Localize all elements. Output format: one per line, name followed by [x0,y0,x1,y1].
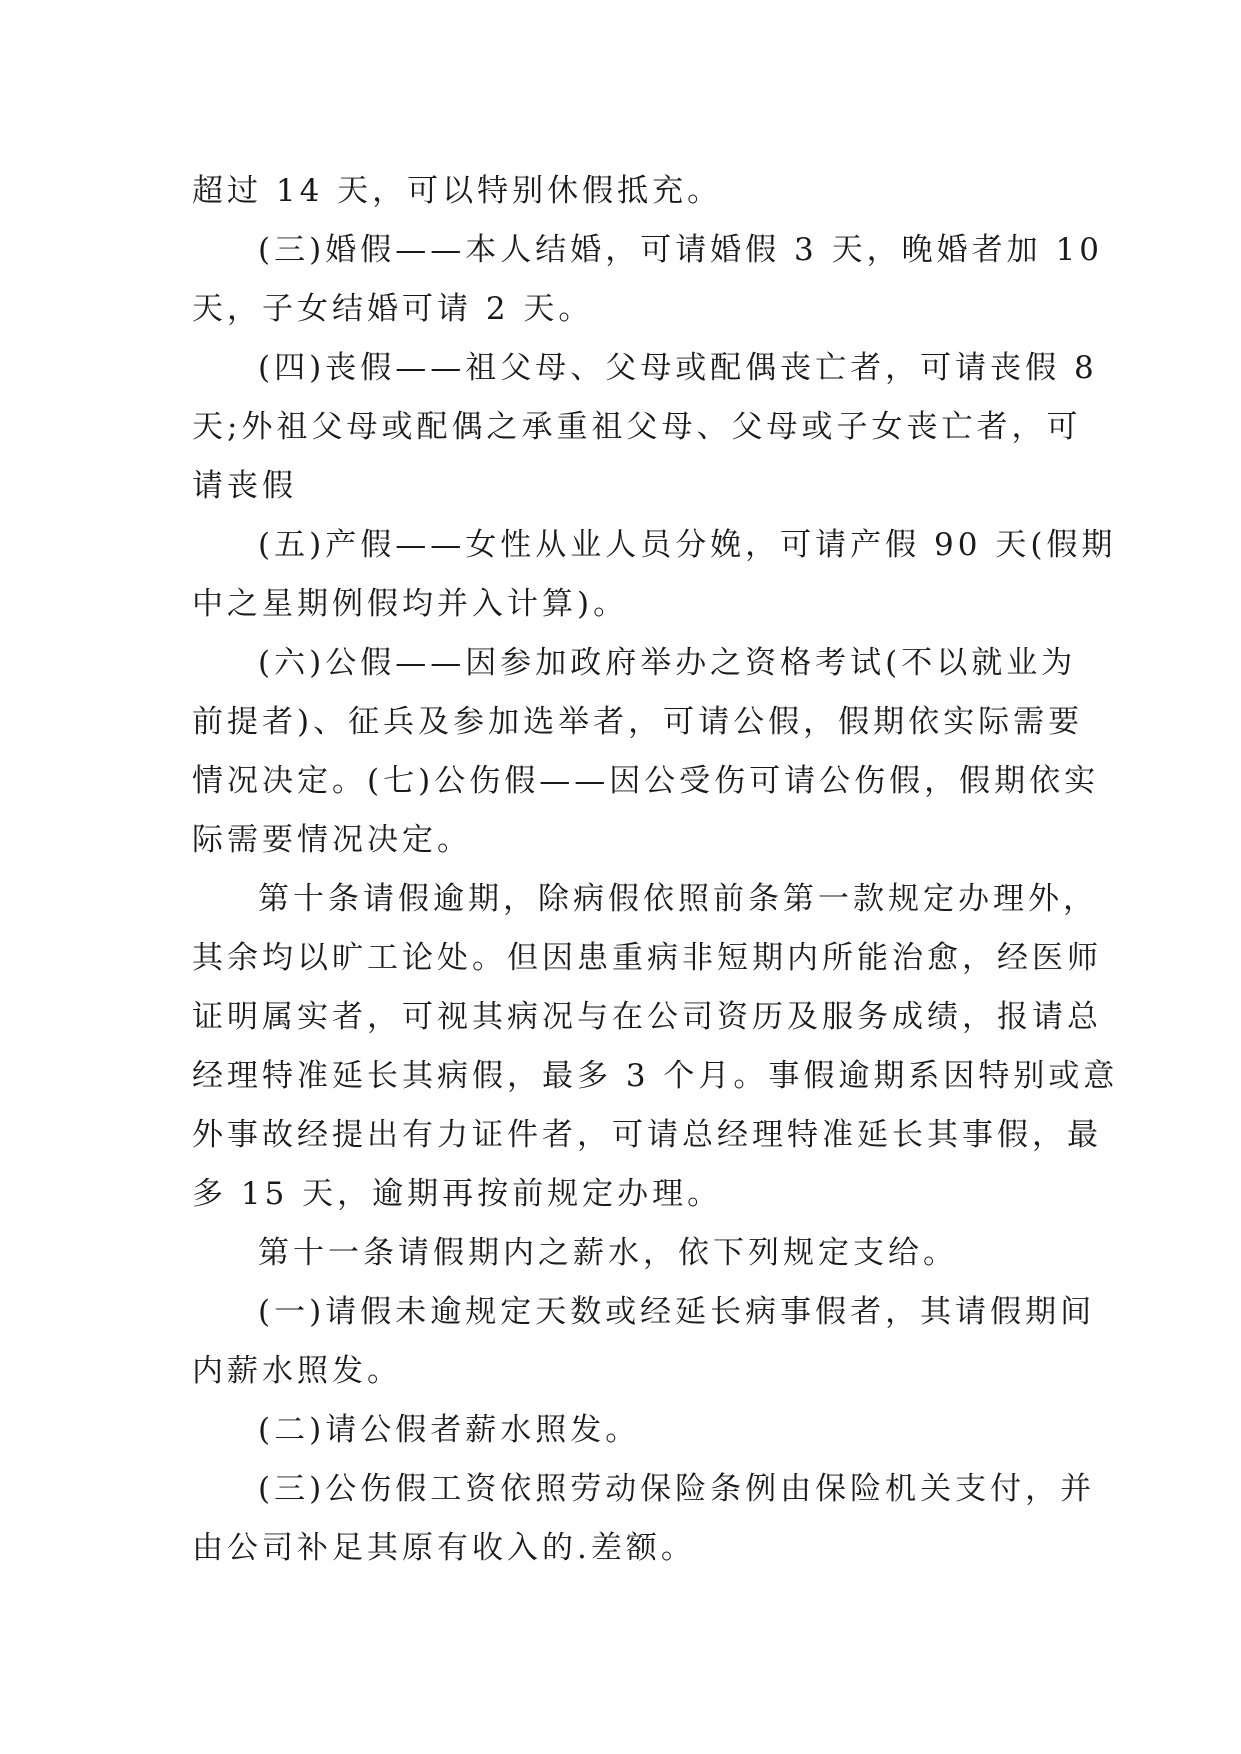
text-line: 第十一条请假期内之薪水，依下列规定支给。 [258,1235,958,1271]
text-line: (三)婚假——本人结婚，可请婚假 3 天，晚婚者加 10 [258,232,1103,268]
text-line: 前提者)、征兵及参加选举者，可请公假，假期依实际需要 [192,704,1084,740]
text-line: (一)请假未逾规定天数或经延长病事假者，其请假期间 [258,1294,1096,1330]
text-line: 天，子女结婚可请 2 天。 [192,291,594,327]
text-line: 情况决定。(七)公伤假——因公受伤可请公伤假，假期依实 [192,763,1100,799]
text-line: 其余均以旷工论处。但因患重病非短期内所能治愈，经医师 [192,940,1102,976]
text-line: (四)丧假——祖父母、父母或配偶丧亡者，可请丧假 8 [258,350,1098,386]
text-line: 证明属实者，可视其病况与在公司资历及服务成绩，报请总 [192,999,1102,1035]
text-line: 超过 14 天，可以特别休假抵充。 [192,173,723,209]
text-line: 第十条请假逾期，除病假依照前条第一款规定办理外， [258,881,1098,917]
text-line: 内薪水照发。 [192,1353,402,1389]
text-line: 际需要情况决定。 [192,822,472,858]
text-line: 由公司补足其原有收入的.差额。 [192,1530,696,1566]
text-line: 请丧假 [192,468,297,504]
text-line: (五)产假——女性从业人员分娩，可请产假 90 天(假期 [258,527,1117,563]
text-line: (六)公假——因参加政府举办之资格考试(不以就业为 [258,645,1077,681]
text-line: (二)请公假者薪水照发。 [258,1412,641,1448]
document-body [192,162,1119,1578]
text-line: 多 15 天，逾期再按前规定办理。 [192,1176,723,1212]
text-line: 天;外祖父母或配偶之承重祖父母、父母或子女丧亡者，可 [192,409,1082,445]
text-line: 经理特准延长其病假，最多 3 个月。事假逾期系因特别或意 [192,1058,1119,1094]
text-line: 中之星期例假均并入计算)。 [192,586,629,622]
text-line: 外事故经提出有力证件者，可请总经理特准延长其事假，最 [192,1117,1102,1153]
text-line: (三)公伤假工资依照劳动保险条例由保险机关支付，并 [258,1471,1096,1507]
